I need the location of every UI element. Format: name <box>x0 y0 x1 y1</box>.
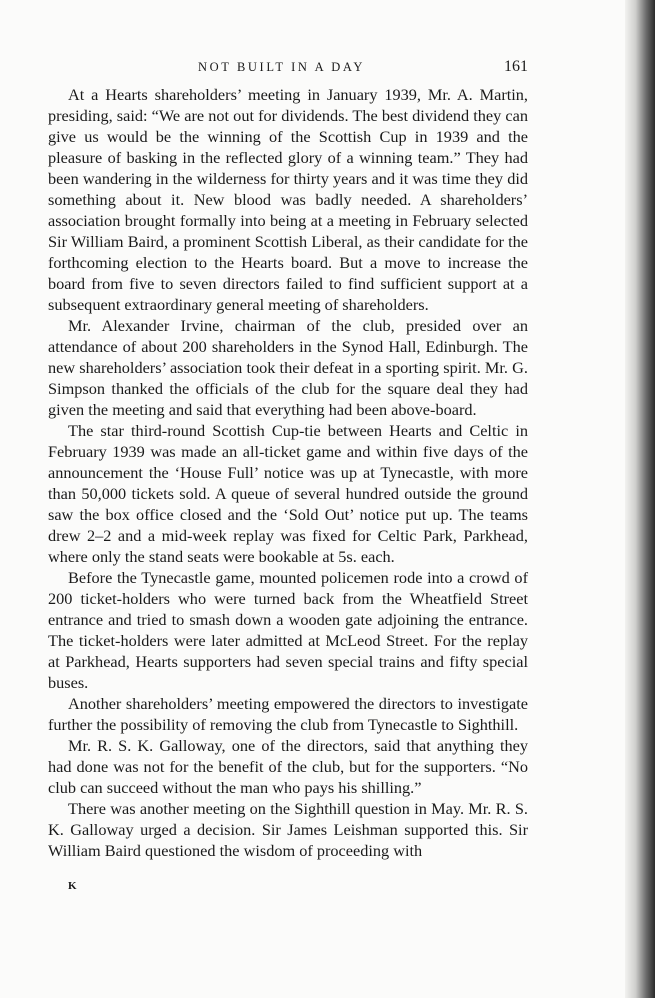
body-text <box>48 84 528 861</box>
page-header <box>48 58 528 80</box>
paragraph: The star third-round Scottish Cup-tie between Hearts and Celtic in February 1939 was made an all-ticket game and within five days of the announcement the ‘House Full’ notice was up at Tynecastle, with more than 50,000 tickets sold. A queue of several hundred outside the ground saw the box office closed and the ‘Sold Out’ notice put up. The teams drew 2–2 and a mid-week replay was fixed for Celtic Park, Parkhead, where only the stand seats were bookable at 5s. each. <box>48 421 528 566</box>
paragraph: Another shareholders’ meeting empowered the directors to investigate further the possibility of removing the club from Tynecastle to Sighthill. <box>48 694 528 734</box>
running-head: NOT BUILT IN A DAY <box>198 60 365 74</box>
page-number: 161 <box>504 58 528 75</box>
paragraph: There was another meeting on the Sighthill question in May. Mr. R. S. K. Galloway urged a decision. Sir James Leishman supported this. Sir William Baird questioned the wisdom of proceeding with <box>48 799 528 860</box>
paragraph: Mr. R. S. K. Galloway, one of the directors, said that anything they had done was not for the benefit of the club, but for the supporters. “No club can succeed without the man who pays his shilling.” <box>48 736 528 797</box>
book-spine-shadow <box>625 0 655 998</box>
signature-mark: K <box>68 880 77 892</box>
paragraph: Before the Tynecastle game, mounted policemen rode into a crowd of 200 ticket-holders who were turned back from the Wheatfield Street entrance and tried to smash down a wooden gate adjoining the entrance. The ticket-holders were later admitted at McLeod Street. For the replay at Parkhead, Hearts supporters had seven special trains and fifty special buses. <box>48 568 528 692</box>
paragraph: Mr. Alexander Irvine, chairman of the club, presided over an attendance of about 200 shareholders in the Synod Hall, Edinburgh. The new shareholders’ association took their defeat in a sporting spirit. Mr. G. Simpson thanked the officials of the club for the square deal they had given the meeting and said that everything had been above-board. <box>48 316 528 419</box>
paragraph: At a Hearts shareholders’ meeting in January 1939, Mr. A. Martin, presiding, said: “We are not out for dividends. The best dividend they can give us would be the winning of the Scottish Cup in 1939 and the pleasure of basking in the reflected glory of a winning team.” They had been wandering in the wilderness for thirty years and it was time they did something about it. New blood was badly needed. A shareholders’ association brought formally into being at a meeting in February selected Sir William Baird, a prominent Scottish Liberal, as their candidate for the forthcoming election to the Hearts board. But a move to increase the board from five to seven directors failed to find sufficient support at a subsequent extraordinary general meeting of shareholders. <box>48 85 528 314</box>
